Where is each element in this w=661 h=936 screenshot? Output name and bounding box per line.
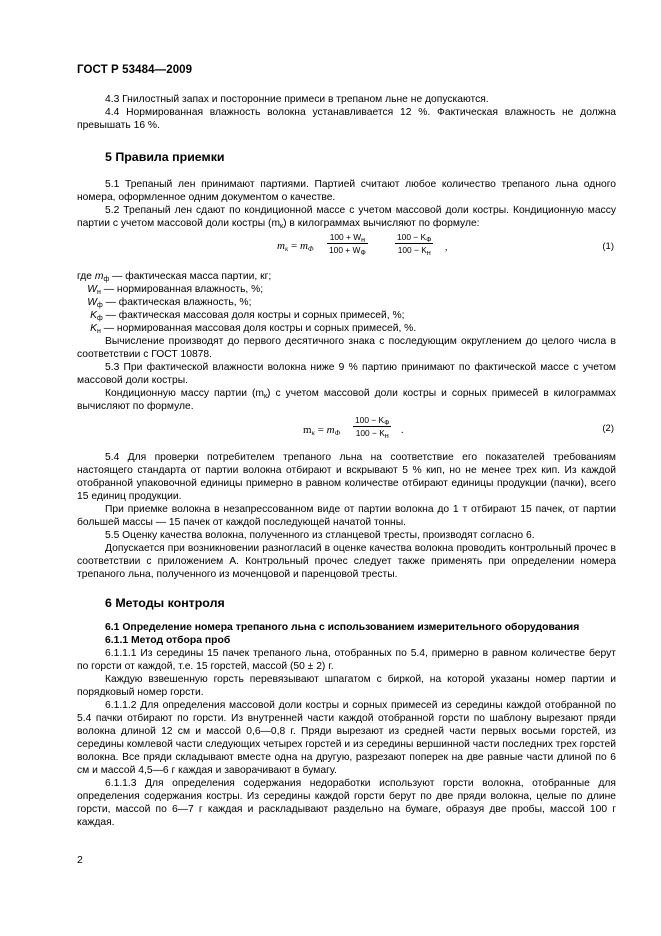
paragraph-5-4b: При приемке волокна в незапрессованном виде от партии волокна до 1 т отбирают 15 пачек, от партии большей массы — 15 пачек от каждой последующей начатой тонны. [77,504,616,528]
paragraph-6-1-1-1: 6.1.1.1 Из середины 15 пачек трепаного льна, отобранных по 5.4, примерно в равном количестве берут по горсти от каждой, т.е. 15 горстей, массой (50 ± 2) г. [77,648,616,672]
formula-2-lhs: $m_к = m_Ф$ [303,424,341,437]
paragraph-5-3: 5.3 При фактической влажности волокна ниже 9 % партию принимают по фактической массе с учетом массовой доли костры. [77,362,616,386]
paragraph-5-5: 5.5 Оценку качества волокна, полученного из стланцевой тресты, производят согласно 6. [105,530,535,541]
legend-item: где $m_ф$ — фактическая масса партии, кг; [77,271,272,283]
formula-2-tail: . [401,425,404,436]
formula-1-fraction-1: $100 + W_н$ $100 + W_Ф$ [329,232,366,257]
paragraph-4-3: 4.3 Гнилостный запах и посторонние примеси в трепаном льне не допускаются. [105,94,489,105]
formula-1-fraction-2: $100 - K_Ф$ $100 - K_н$ [397,232,432,257]
document-body [77,93,616,829]
paragraph-calculation: Вычисление производят до первого десятичного знака с последующим округлением до целого числа в соответствии с ГОСТ 10878. [77,336,616,360]
paragraph-6-1-1-3: 6.1.1.3 Для определения содержания недоработки используют горсти волокна, отобранные для определения содержания костры. Из середины каждой горсти берут по две пряди волокна, целые по длине горсти, массой по 6—7 г каждая и раскладывают раздельно на бумаге, образуя две пробы, массой 100 г каждая. [77,778,616,828]
paragraph-6-1-1-2: 6.1.1.2 Для определения массовой доли костры и сорных примесей из середины каждой отобранной по 5.4 пачки отбирают по горсти. Из внутренней части каждой отобранной горсти по шаблону вырезают пряди волокна длиной 12 см и массой 0,6—0,8 г. Пряди вырезают из средней части первых восьми горстей, из середины комлевой части следующих четырех горстей и из середины вершинной части последних трех горстей волокна. Все пряди складывают вместе одна на другую, разрезают поперек на две равные части длиной по 6 см и массой 4,5—6 г каждая и заворачивают в бумагу. [77,700,616,776]
formula-2-number: (2) [602,423,614,434]
formula-1-tail: , [445,242,448,253]
legend-item: $W_н$ — нормированная влажность, %; [87,284,264,296]
formula-1-number: (1) [602,241,614,252]
subsection-6-1-1-title: 6.1.1 Метод отбора проб [105,635,231,646]
legend-item: $K_н$ — нормированная массовая доля костры и сорных примесей, %. [90,323,417,335]
paragraph-5-1: 5.1 Трепаный лен принимают партиями. Партией считают любое количество трепаного льна одного номера, оформленное одним документом о качестве. [77,179,616,203]
formula-2 [77,413,616,451]
page-number: 2 [77,854,83,866]
paragraph-4-4: 4.4 Нормированная влажность волокна устанавливается 12 %. Фактическая влажность не должна превышать 16 %. [77,107,616,131]
formula-2-fraction: $100 - K_Ф$ $100 - K_н$ [355,415,390,440]
paragraph-6-1-1-1b: Каждую взвешенную горсть перевязывают шпагатом с биркой, на которой указаны номер партии и порядковый номер горсти. [77,674,616,698]
section-5-title: 5 Правила приемки [105,150,225,164]
legend-item: $W_ф$ — фактическая влажность, %; [87,297,252,309]
paragraph-5-2: 5.2 Трепаный лен сдают по кондиционной массе с учетом массовой доли костры. Кондиционную массу партии с учетом массовой доли костры $(m_к)$ в килограммах вычисляют по формуле: [77,205,616,230]
formula-1 [77,230,616,270]
formula-1-legend [77,270,616,335]
paragraph-5-4: 5.4 Для проверки потребителем трепаного льна на соответствие его показателей требованиям настоящего стандарта от партии волокна отбирают и вскрывают 5 % кип, но не менее трех кип. Из каждой отобранной упаковочной единицы примерно в равном количестве отбирают единицы продукции (пачки), всего 15 единиц продукции. [77,452,616,502]
section-6-title: 6 Методы контроля [105,596,225,610]
legend-item: $K_ф$ — фактическая массовая доля костры и сорных примесей, %; [90,310,405,322]
subsection-6-1-title: 6.1 Определение номера трепаного льна с использованием измерительного оборудования [105,622,580,633]
paragraph-5-5b: Допускается при возникновении разногласий в оценке качества волокна проводить контрольный прочес в соответствии с приложением А. Контрольный прочес следует также применять при определении номера трепаного льна, полученного из моченцовой и паренцовой тресты. [77,543,616,580]
formula-1-lhs: $m_к = m_Ф$ [277,240,314,253]
document-header: ГОСТ Р 53484—2009 [77,64,193,76]
paragraph-5-3b: Кондиционную массу партии $(m_к)$ с учетом массовой доли костры и сорных примесей в килограммах вычисляют по формуле. [77,388,617,412]
